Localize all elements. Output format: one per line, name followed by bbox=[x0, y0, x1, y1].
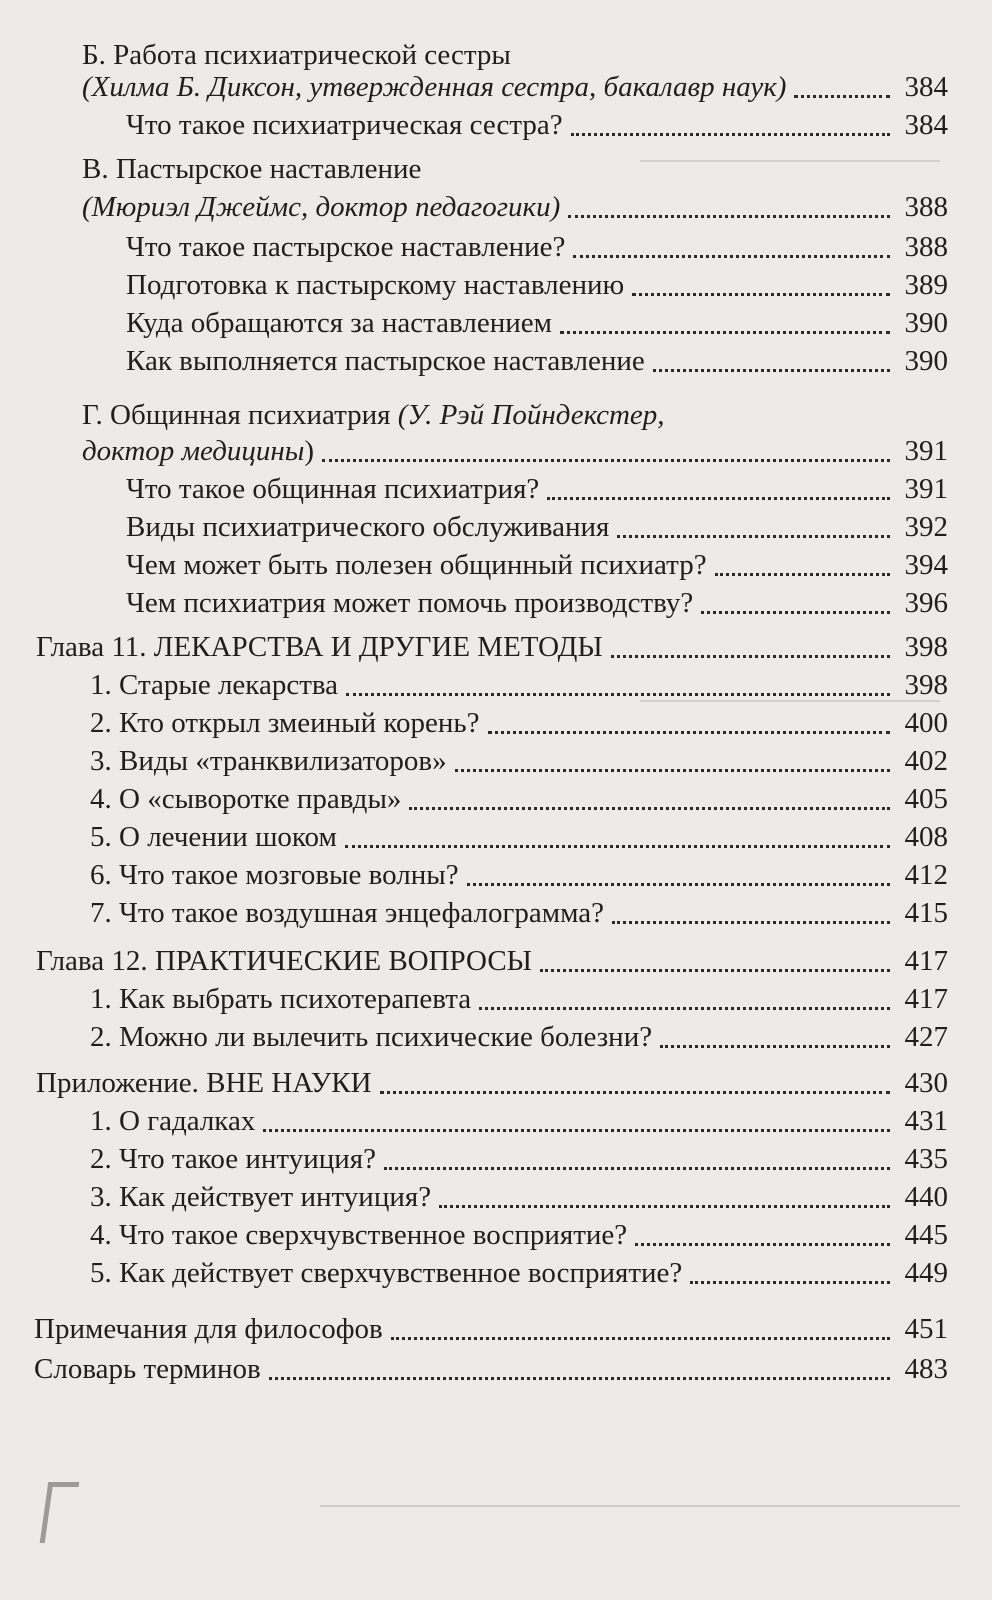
dot-leader bbox=[384, 1153, 890, 1170]
glossary-title: Словарь терминов bbox=[34, 1353, 261, 1385]
entry-label: Куда обращаются за наставлением bbox=[126, 307, 552, 339]
section-g-heading[interactable] bbox=[82, 398, 665, 432]
dot-leader bbox=[612, 907, 890, 924]
dot-leader bbox=[346, 679, 890, 696]
dot-leader bbox=[547, 483, 890, 500]
section-g-author-line2: доктор медицины bbox=[82, 435, 305, 467]
entry-label: 1. Старые лекарства bbox=[90, 669, 339, 701]
entry-label: Виды психиатрического обслуживания bbox=[126, 511, 610, 543]
section-v-author-entry[interactable] bbox=[82, 190, 948, 224]
dot-leader bbox=[573, 241, 890, 258]
toc-entry[interactable] bbox=[126, 344, 948, 378]
page-number: 445 bbox=[904, 1219, 948, 1251]
section-g-author-close: ) bbox=[304, 435, 315, 467]
entry-label: Что такое пастырское наставление? bbox=[126, 231, 566, 263]
dot-leader bbox=[269, 1363, 890, 1380]
page-number: 417 bbox=[904, 945, 948, 977]
dot-leader bbox=[488, 717, 890, 734]
appendix-title: Приложение. ВНЕ НАУКИ bbox=[36, 1067, 372, 1099]
page-number: 417 bbox=[904, 983, 948, 1015]
dot-leader bbox=[322, 445, 890, 462]
toc-entry[interactable] bbox=[90, 782, 948, 816]
page-number: 391 bbox=[904, 435, 948, 467]
entry-label: Что такое общинная психиатрия? bbox=[126, 473, 540, 505]
dot-leader bbox=[701, 597, 890, 614]
entry-label: Как выполняется пастырское наставление bbox=[126, 345, 645, 377]
dot-leader bbox=[794, 81, 890, 98]
page-number: 396 bbox=[904, 587, 948, 619]
toc-entry[interactable] bbox=[126, 586, 948, 620]
dot-leader bbox=[455, 755, 890, 772]
entry-label: Чем психиатрия может помочь производству? bbox=[126, 587, 694, 619]
dot-leader bbox=[660, 1031, 890, 1048]
chapter-12-entry[interactable] bbox=[36, 944, 948, 978]
dot-leader bbox=[263, 1115, 890, 1132]
toc-entry[interactable] bbox=[90, 1218, 948, 1252]
dot-leader bbox=[635, 1229, 890, 1246]
entry-label: 2. Что такое интуиция? bbox=[90, 1143, 376, 1175]
appendix-entry[interactable] bbox=[36, 1066, 948, 1100]
page-number: 430 bbox=[904, 1067, 948, 1099]
page-number: 390 bbox=[904, 307, 948, 339]
entry-label: 3. Как действует интуиция? bbox=[90, 1181, 432, 1213]
bleed-through-line bbox=[320, 1505, 960, 1508]
page-number: 449 bbox=[904, 1257, 948, 1289]
toc-entry[interactable] bbox=[126, 268, 948, 302]
dot-leader bbox=[568, 201, 890, 218]
page-number: 451 bbox=[904, 1313, 948, 1345]
toc-entry[interactable] bbox=[90, 1142, 948, 1176]
notes-title: Примечания для философов bbox=[34, 1313, 383, 1345]
page-number: 415 bbox=[904, 897, 948, 929]
entry-label: Подготовка к пастырскому наставлению bbox=[126, 269, 625, 301]
toc-entry[interactable] bbox=[90, 896, 948, 930]
toc-entry[interactable] bbox=[90, 858, 948, 892]
section-v-heading[interactable] bbox=[82, 152, 421, 186]
dot-leader bbox=[391, 1323, 890, 1340]
dot-leader bbox=[611, 641, 890, 658]
entry-label: 5. Как действует сверхчувственное восприятие? bbox=[90, 1257, 683, 1289]
page-number: 440 bbox=[904, 1181, 948, 1213]
dot-leader bbox=[571, 119, 890, 136]
toc-entry[interactable] bbox=[90, 1020, 948, 1054]
entry-label: 2. Можно ли вылечить психические болезни? bbox=[90, 1021, 653, 1053]
page-number: 389 bbox=[904, 269, 948, 301]
page-number: 388 bbox=[904, 231, 948, 263]
section-v-author: (Мюриэл Джеймс, доктор педагогики) bbox=[82, 191, 561, 223]
toc-entry[interactable] bbox=[126, 306, 948, 340]
dot-leader bbox=[479, 993, 890, 1010]
page-number: 392 bbox=[904, 511, 948, 543]
entry-label: 4. О «сыворотке правды» bbox=[90, 783, 402, 815]
page-number: 384 bbox=[904, 109, 948, 141]
page-number: 431 bbox=[904, 1105, 948, 1137]
toc-entry[interactable] bbox=[90, 1180, 948, 1214]
page-number: 384 bbox=[904, 71, 948, 103]
section-b-author: (Хилма Б. Диксон, утвержденная сестра, бакалавр наук) bbox=[82, 71, 787, 103]
entry-label: 3. Виды «транквилизаторов» bbox=[90, 745, 447, 777]
chapter-11-title: Глава 11. ЛЕКАРСТВА И ДРУГИЕ МЕТОДЫ bbox=[36, 631, 603, 663]
dot-leader bbox=[715, 559, 890, 576]
bleed-through-line bbox=[640, 160, 940, 163]
dot-leader bbox=[380, 1077, 890, 1094]
entry-label: 6. Что такое мозговые волны? bbox=[90, 859, 459, 891]
section-b-heading[interactable] bbox=[82, 38, 511, 72]
page-number: 402 bbox=[904, 745, 948, 777]
toc-entry[interactable] bbox=[90, 744, 948, 778]
entry-label: 7. Что такое воздушная энцефалограмма? bbox=[90, 897, 604, 929]
dot-leader bbox=[690, 1267, 890, 1284]
entry-label: 2. Кто открыл змеиный корень? bbox=[90, 707, 480, 739]
dot-leader bbox=[439, 1191, 890, 1208]
toc-entry[interactable] bbox=[126, 548, 948, 582]
dot-leader bbox=[653, 355, 890, 372]
dot-leader bbox=[345, 831, 890, 848]
glossary-entry[interactable] bbox=[34, 1352, 948, 1386]
page-number: 412 bbox=[904, 859, 948, 891]
page-number: 405 bbox=[904, 783, 948, 815]
section-g-author-line2-wrap bbox=[82, 434, 314, 468]
page-number: 435 bbox=[904, 1143, 948, 1175]
page-number: 427 bbox=[904, 1021, 948, 1053]
toc-entry[interactable] bbox=[126, 510, 948, 544]
section-v-title: В. Пастырское наставление bbox=[82, 153, 422, 185]
section-g-author-line1: (У. Рэй Пойндекстер, bbox=[397, 399, 665, 431]
page-number: 400 bbox=[904, 707, 948, 739]
chapter-11-entry[interactable] bbox=[36, 630, 948, 664]
toc-entry[interactable] bbox=[90, 668, 948, 702]
page-number: 394 bbox=[904, 549, 948, 581]
dot-leader bbox=[540, 955, 890, 972]
section-g-title: Г. Общинная психиатрия bbox=[82, 399, 391, 431]
dot-leader bbox=[632, 279, 890, 296]
toc-entry[interactable] bbox=[90, 1104, 948, 1138]
page-number: 398 bbox=[904, 669, 948, 701]
page-number: 391 bbox=[904, 473, 948, 505]
page-number: 408 bbox=[904, 821, 948, 853]
toc-entry[interactable] bbox=[90, 706, 948, 740]
toc-entry[interactable] bbox=[126, 230, 948, 264]
page-number: 390 bbox=[904, 345, 948, 377]
toc-entry[interactable] bbox=[126, 472, 948, 506]
toc-entry[interactable] bbox=[90, 982, 948, 1016]
page-number: 388 bbox=[904, 191, 948, 223]
entry-label: 4. Что такое сверхчувственное восприятие? bbox=[90, 1219, 628, 1251]
entry-label: Чем может быть полезен общинный психиатр? bbox=[126, 549, 707, 581]
entry-label: Что такое психиатрическая сестра? bbox=[126, 109, 563, 141]
notes-entry[interactable] bbox=[34, 1312, 948, 1346]
dot-leader bbox=[467, 869, 890, 886]
chapter-12-title: Глава 12. ПРАКТИЧЕСКИЕ ВОПРОСЫ bbox=[36, 945, 532, 977]
bleed-through-mark bbox=[40, 1482, 80, 1543]
dot-leader bbox=[409, 793, 890, 810]
toc-entry[interactable] bbox=[126, 108, 948, 142]
page-number: 483 bbox=[904, 1353, 948, 1385]
section-b-author-entry[interactable] bbox=[82, 70, 948, 104]
entry-label: 5. О лечении шоком bbox=[90, 821, 337, 853]
page-number: 398 bbox=[904, 631, 948, 663]
toc-entry[interactable] bbox=[90, 820, 948, 854]
entry-label: 1. О гадалках bbox=[90, 1105, 256, 1137]
section-b-title: Б. Работа психиатрической сестры bbox=[82, 39, 511, 71]
toc-entry[interactable] bbox=[90, 1256, 948, 1290]
dot-leader bbox=[617, 521, 890, 538]
section-g-author-entry[interactable] bbox=[82, 434, 948, 468]
entry-label: 1. Как выбрать психотерапевта bbox=[90, 983, 472, 1015]
dot-leader bbox=[560, 317, 890, 334]
